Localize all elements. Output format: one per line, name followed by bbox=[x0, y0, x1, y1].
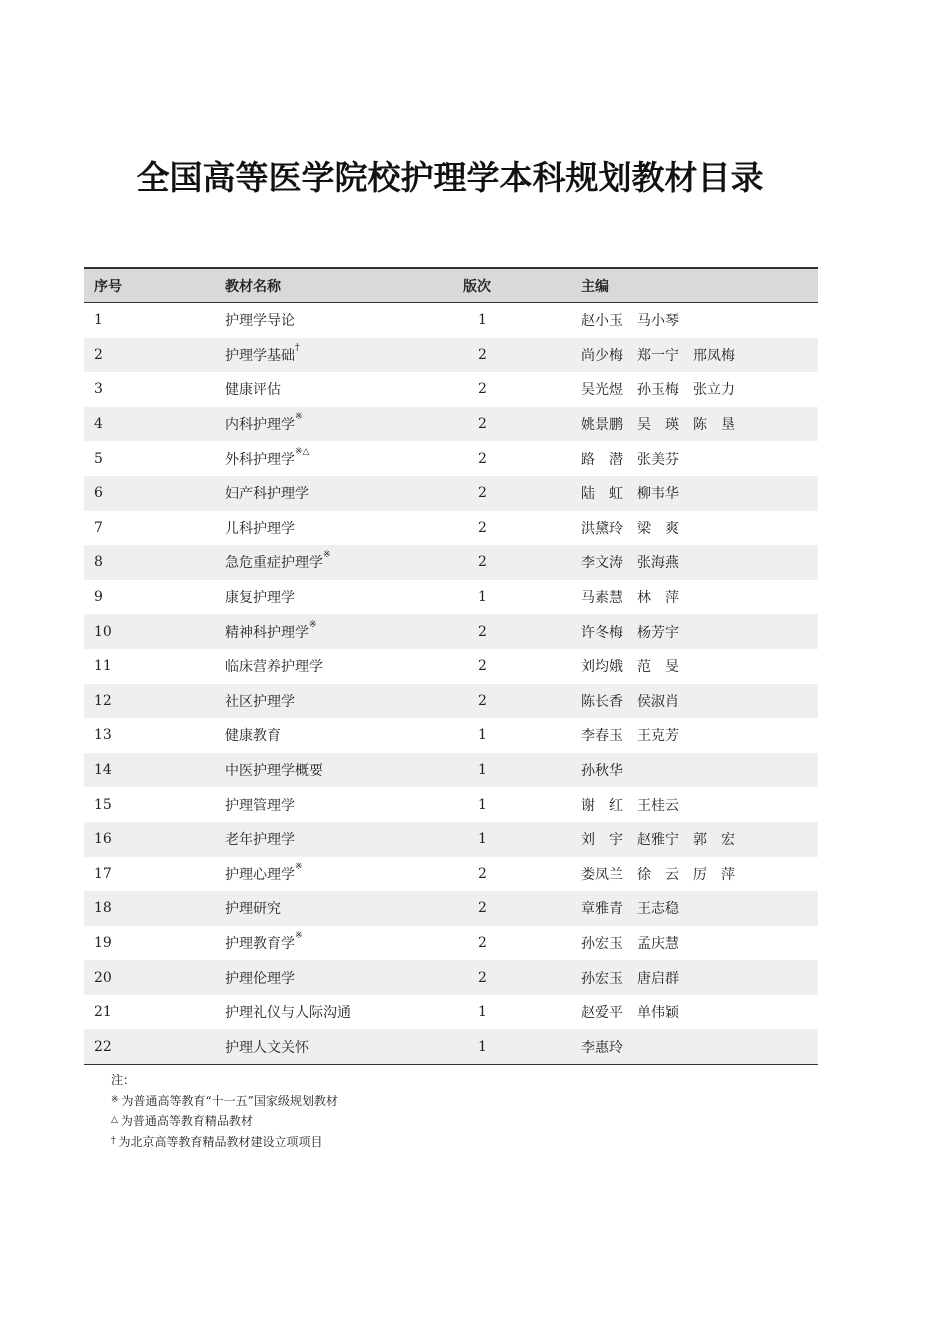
cell-editors: 吴光煜 孙玉梅 张立力 bbox=[581, 382, 735, 399]
table-row bbox=[84, 787, 818, 822]
cell-no: 4 bbox=[94, 416, 103, 433]
cell-name bbox=[225, 822, 463, 857]
textbook-name: 护理礼仪与人际沟通 bbox=[225, 1005, 351, 1022]
textbook-name: 内科护理学 bbox=[225, 417, 295, 434]
textbook-name: 护理学导论 bbox=[225, 313, 295, 330]
textbook-name: 中医护理学概要 bbox=[225, 763, 323, 780]
table-row bbox=[84, 960, 818, 995]
cell-name bbox=[225, 718, 463, 753]
table-row bbox=[84, 857, 818, 892]
cell-name bbox=[225, 303, 463, 338]
cell-no: 17 bbox=[94, 865, 112, 882]
cell-no: 13 bbox=[94, 727, 112, 744]
cell-name bbox=[225, 407, 463, 442]
cell-editors: 李文涛 张海燕 bbox=[581, 555, 679, 572]
textbook-name: 护理管理学 bbox=[225, 797, 295, 814]
cell-no: 15 bbox=[94, 796, 112, 813]
table-body bbox=[84, 303, 818, 1065]
cell-no: 18 bbox=[94, 900, 112, 917]
cell-no: 19 bbox=[94, 934, 112, 951]
table-row bbox=[84, 718, 818, 753]
cell-editors: 李春玉 王克芳 bbox=[581, 728, 679, 745]
table-row bbox=[84, 822, 818, 857]
note-text: 为普通高等教育精品教材 bbox=[120, 1114, 253, 1128]
cell-no: 12 bbox=[94, 692, 112, 709]
textbook-name: 临床营养护理学 bbox=[225, 659, 323, 676]
table-row bbox=[84, 1029, 818, 1064]
catalog-table bbox=[84, 267, 818, 1065]
table-row bbox=[84, 338, 818, 373]
cell-edition: 2 bbox=[478, 658, 487, 675]
table-row bbox=[84, 511, 818, 546]
cell-name bbox=[225, 684, 463, 719]
textbook-name: 妇产科护理学 bbox=[225, 486, 309, 503]
cell-editors: 赵爱平 单伟颖 bbox=[581, 1005, 679, 1022]
textbook-name: 健康教育 bbox=[225, 728, 281, 745]
textbook-name: 儿科护理学 bbox=[225, 520, 295, 537]
textbook-name: 护理教育学 bbox=[225, 935, 295, 952]
cell-no: 6 bbox=[94, 485, 103, 502]
cell-edition: 2 bbox=[478, 692, 487, 709]
cell-editors: 李惠玲 bbox=[581, 1039, 623, 1056]
cell-name bbox=[225, 857, 463, 892]
note-mark: ※ bbox=[111, 1094, 119, 1105]
cell-edition: 2 bbox=[478, 346, 487, 363]
cell-edition: 1 bbox=[478, 1004, 487, 1021]
cell-editors: 谢 红 王桂云 bbox=[581, 797, 679, 814]
cell-edition: 1 bbox=[478, 1038, 487, 1055]
cell-name bbox=[225, 614, 463, 649]
cell-edition: 1 bbox=[478, 727, 487, 744]
cell-edition: 2 bbox=[478, 450, 487, 467]
textbook-mark: ※ bbox=[309, 619, 317, 630]
cell-name bbox=[225, 649, 463, 684]
cell-editors: 马素慧 林 萍 bbox=[581, 590, 679, 607]
table-row bbox=[84, 372, 818, 407]
table-row bbox=[84, 476, 818, 511]
cell-name bbox=[225, 1029, 463, 1064]
notes-heading: 注： bbox=[111, 1073, 136, 1087]
table-row bbox=[84, 441, 818, 476]
header-editor: 主编 bbox=[581, 278, 609, 295]
table-row bbox=[84, 995, 818, 1030]
cell-editors: 姚景鹏 吴 瑛 陈 垦 bbox=[581, 417, 735, 434]
cell-name bbox=[225, 476, 463, 511]
cell-edition: 2 bbox=[478, 485, 487, 502]
cell-editors: 刘均娥 范 旻 bbox=[581, 659, 679, 676]
cell-edition: 1 bbox=[478, 762, 487, 779]
table-row bbox=[84, 545, 818, 580]
textbook-name: 护理伦理学 bbox=[225, 970, 295, 987]
notes bbox=[111, 1070, 338, 1152]
cell-editors: 刘 宇 赵雅宁 郭 宏 bbox=[581, 832, 735, 849]
cell-edition: 1 bbox=[478, 589, 487, 606]
note-item bbox=[111, 1111, 338, 1132]
cell-edition: 2 bbox=[478, 900, 487, 917]
header-edition: 版次 bbox=[463, 278, 491, 295]
cell-edition: 2 bbox=[478, 519, 487, 536]
cell-edition: 1 bbox=[478, 796, 487, 813]
cell-no: 2 bbox=[94, 346, 103, 363]
cell-no: 5 bbox=[94, 450, 103, 467]
cell-editors: 娄凤兰 徐 云 厉 萍 bbox=[581, 866, 735, 883]
table-row bbox=[84, 580, 818, 615]
cell-name bbox=[225, 441, 463, 476]
note-mark: △ bbox=[111, 1115, 118, 1125]
cell-no: 7 bbox=[94, 519, 103, 536]
table-row bbox=[84, 684, 818, 719]
table-row bbox=[84, 753, 818, 788]
cell-editors: 章雅青 王志稳 bbox=[581, 901, 679, 918]
cell-no: 14 bbox=[94, 762, 112, 779]
cell-name bbox=[225, 372, 463, 407]
cell-editors: 路 潜 张美芬 bbox=[581, 451, 679, 468]
notes-list bbox=[111, 1091, 338, 1153]
textbook-name: 老年护理学 bbox=[225, 832, 295, 849]
table-header-row bbox=[84, 268, 818, 303]
cell-no: 10 bbox=[94, 623, 112, 640]
cell-no: 20 bbox=[94, 969, 112, 986]
textbook-name: 护理心理学 bbox=[225, 866, 295, 883]
cell-no: 3 bbox=[94, 381, 103, 398]
table-row bbox=[84, 303, 818, 338]
textbook-name: 护理学基础 bbox=[225, 347, 295, 364]
cell-editors: 孙秋华 bbox=[581, 763, 623, 780]
cell-name bbox=[225, 511, 463, 546]
note-item bbox=[111, 1091, 338, 1112]
note-text: 为普通高等教育“十一五”国家级规划教材 bbox=[121, 1093, 338, 1108]
table-row bbox=[84, 891, 818, 926]
cell-name bbox=[225, 580, 463, 615]
textbook-name: 护理人文关怀 bbox=[225, 1039, 309, 1056]
note-text: 为北京高等教育精品教材建设立项项目 bbox=[118, 1134, 323, 1149]
cell-editors: 赵小玉 马小琴 bbox=[581, 313, 679, 330]
cell-editors: 尚少梅 郑一宁 邢凤梅 bbox=[581, 347, 735, 364]
cell-edition: 2 bbox=[478, 969, 487, 986]
textbook-mark: ※△ bbox=[295, 446, 310, 457]
cell-no: 21 bbox=[94, 1004, 112, 1021]
table-row bbox=[84, 649, 818, 684]
cell-edition: 2 bbox=[478, 381, 487, 398]
cell-name bbox=[225, 926, 463, 961]
note-mark: † bbox=[111, 1135, 116, 1146]
textbook-name: 急危重症护理学 bbox=[225, 555, 323, 572]
textbook-mark: ※ bbox=[295, 930, 303, 941]
cell-name bbox=[225, 338, 463, 373]
cell-no: 16 bbox=[94, 831, 112, 848]
cell-editors: 许冬梅 杨芳宇 bbox=[581, 624, 679, 641]
header-no: 序号 bbox=[94, 278, 122, 295]
cell-edition: 2 bbox=[478, 865, 487, 882]
textbook-name: 社区护理学 bbox=[225, 693, 295, 710]
cell-edition: 2 bbox=[478, 416, 487, 433]
cell-name bbox=[225, 753, 463, 788]
textbook-name: 护理研究 bbox=[225, 901, 281, 918]
textbook-mark: ※ bbox=[323, 550, 331, 561]
cell-editors: 洪黛玲 梁 爽 bbox=[581, 520, 679, 537]
cell-edition: 2 bbox=[478, 623, 487, 640]
table-row bbox=[84, 926, 818, 961]
textbook-mark: ※ bbox=[295, 412, 303, 423]
header-name: 教材名称 bbox=[225, 278, 281, 295]
table-row bbox=[84, 614, 818, 649]
textbook-mark: † bbox=[295, 342, 300, 353]
cell-edition: 2 bbox=[478, 554, 487, 571]
cell-editors: 陈长香 侯淑肖 bbox=[581, 693, 679, 710]
cell-editors: 孙宏玉 孟庆慧 bbox=[581, 935, 679, 952]
cell-name bbox=[225, 787, 463, 822]
cell-edition: 1 bbox=[478, 312, 487, 329]
table-row bbox=[84, 407, 818, 442]
cell-no: 8 bbox=[94, 554, 103, 571]
cell-name bbox=[225, 995, 463, 1030]
cell-no: 11 bbox=[94, 658, 112, 675]
textbook-name: 康复护理学 bbox=[225, 590, 295, 607]
textbook-name: 健康评估 bbox=[225, 382, 281, 399]
cell-editors: 孙宏玉 唐启群 bbox=[581, 970, 679, 987]
cell-name bbox=[225, 545, 463, 580]
cell-name bbox=[225, 891, 463, 926]
textbook-name: 精神科护理学 bbox=[225, 624, 309, 641]
cell-name bbox=[225, 960, 463, 995]
note-item bbox=[111, 1132, 338, 1153]
textbook-name: 外科护理学 bbox=[225, 451, 295, 468]
cell-no: 9 bbox=[94, 589, 103, 606]
cell-no: 22 bbox=[94, 1038, 112, 1055]
cell-edition: 1 bbox=[478, 831, 487, 848]
cell-edition: 2 bbox=[478, 934, 487, 951]
cell-no: 1 bbox=[94, 312, 103, 329]
cell-editors: 陆 虹 柳韦华 bbox=[581, 486, 679, 503]
textbook-mark: ※ bbox=[295, 861, 303, 872]
page-title: 全国高等医学院校护理学本科规划教材目录 bbox=[136, 158, 764, 197]
